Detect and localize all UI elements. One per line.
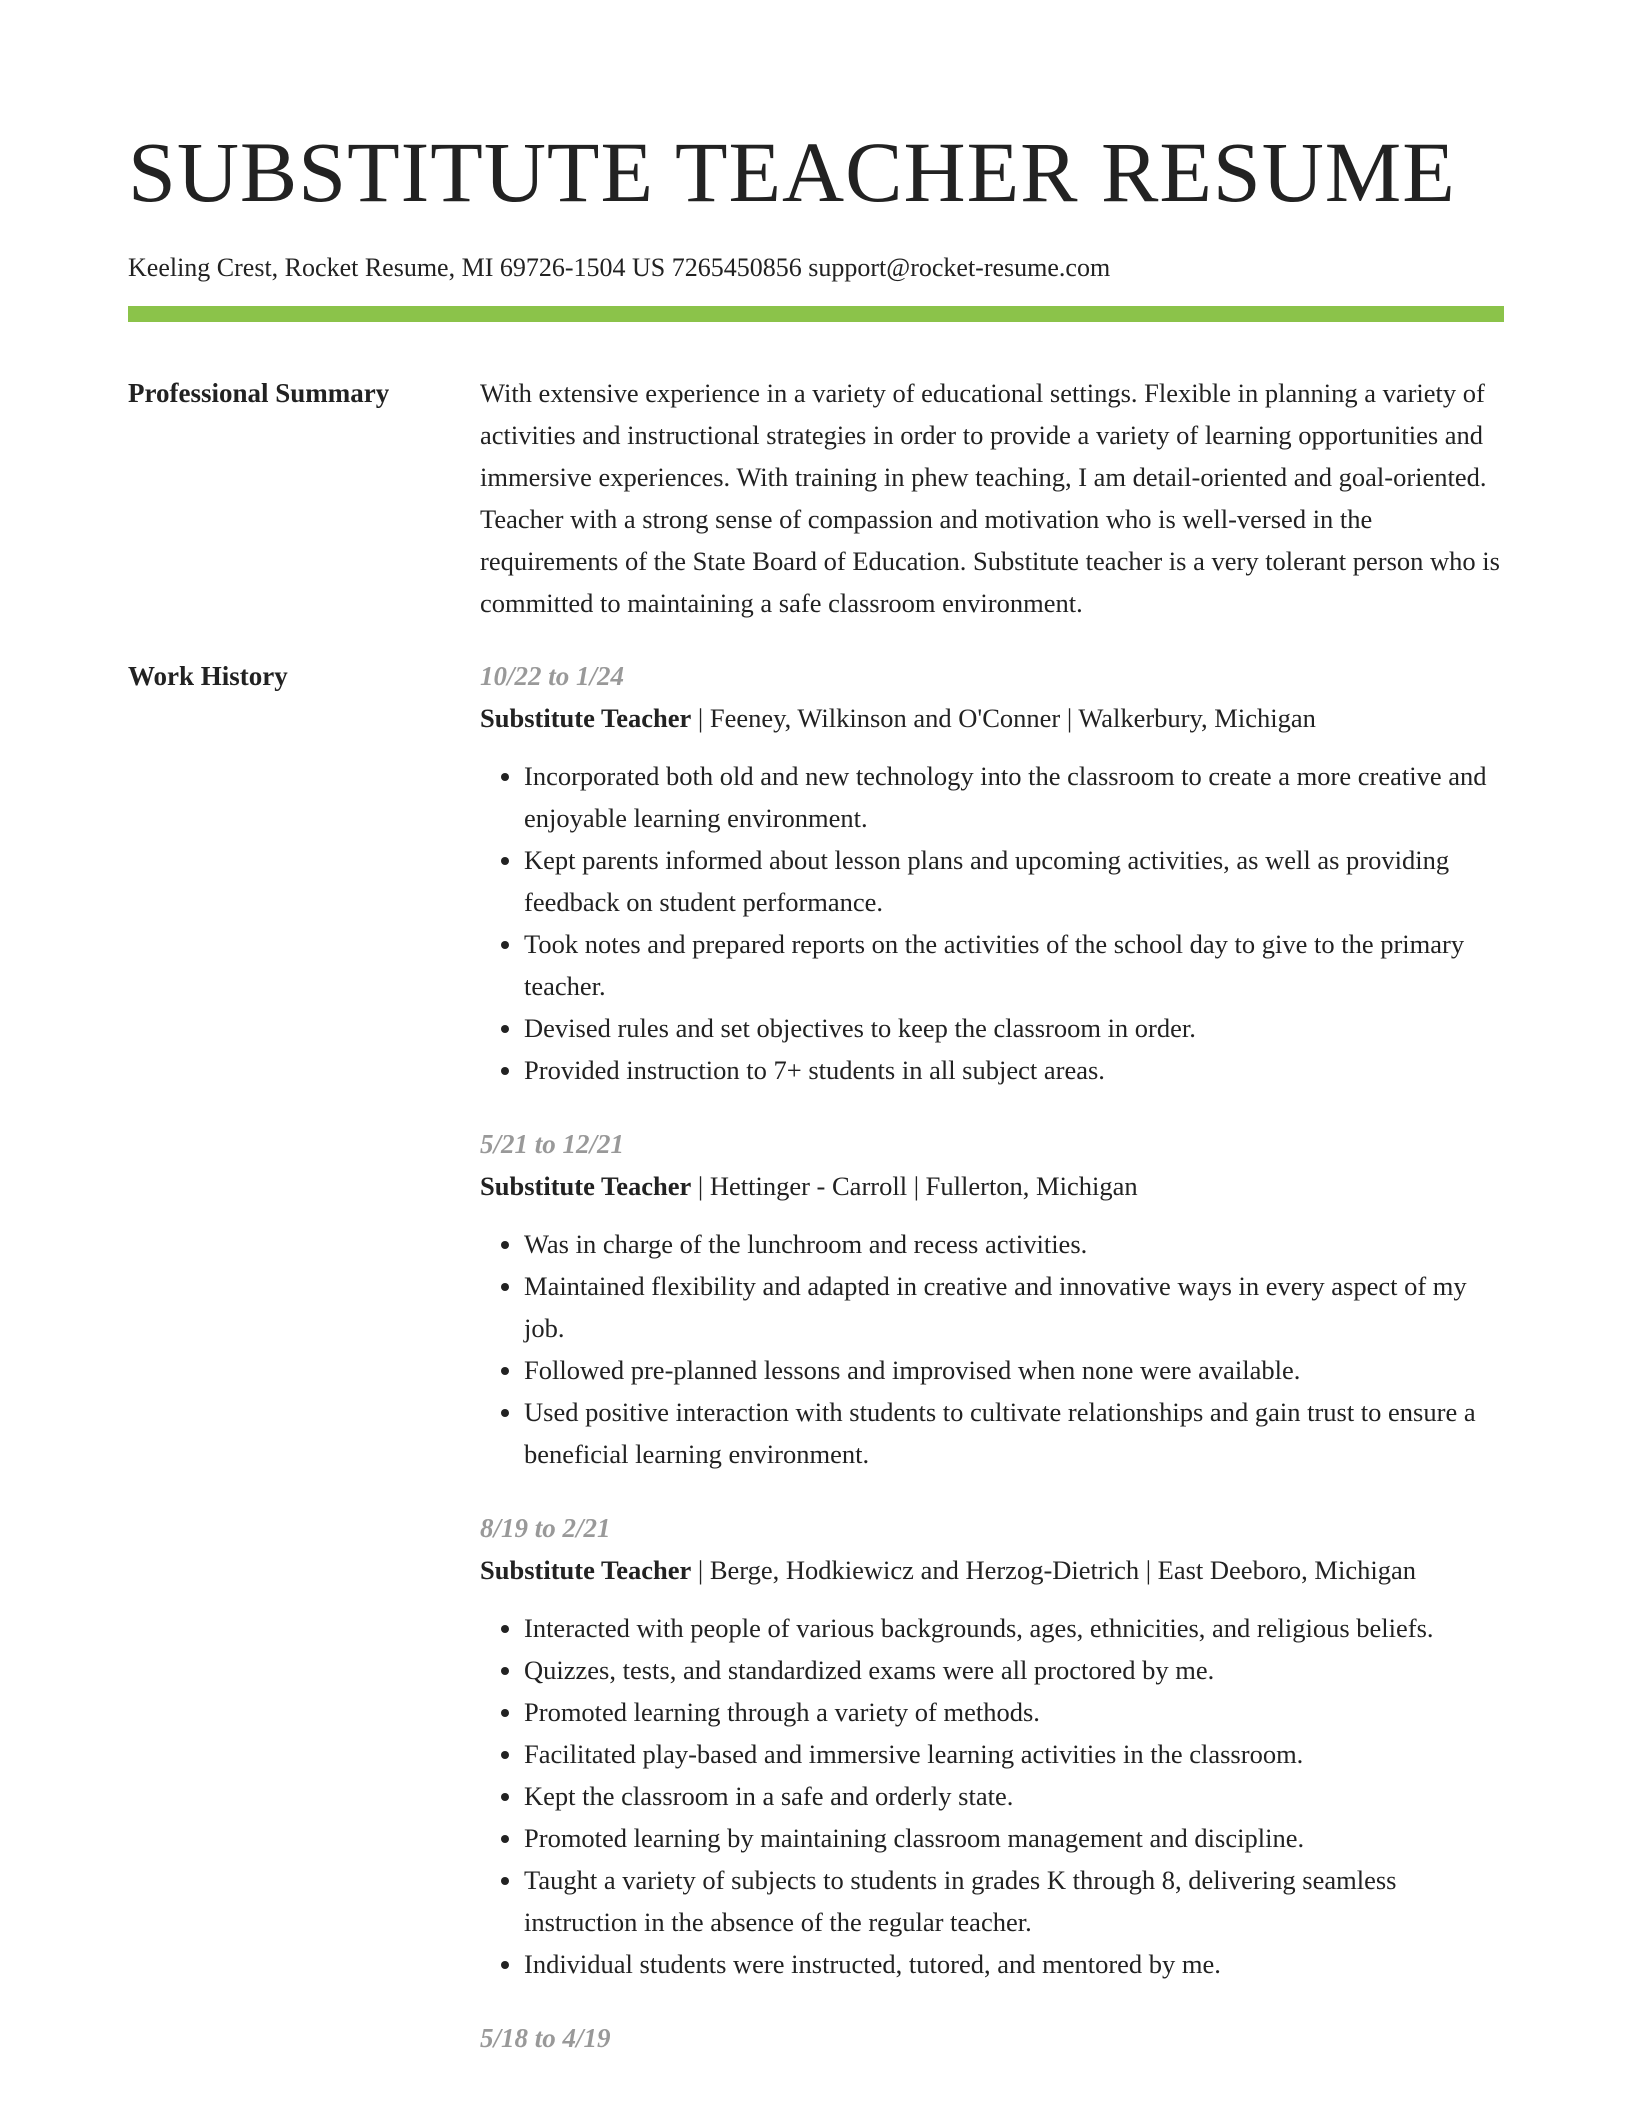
job-bullet: • Kept the classroom in a safe and orderly state. [524,1775,1504,1817]
job-location: | East Deeboro, Michigan [1139,1555,1416,1585]
job-bullet: • Was in charge of the lunchroom and recess activities. [524,1223,1504,1265]
job-company: | Feeney, Wilkinson and O'Conner [691,703,1060,733]
job-company: | Hettinger - Carroll [691,1171,907,1201]
job-bullet: • Provided instruction to 7+ students in all subject areas. [524,1049,1504,1091]
contact-email[interactable]: support@rocket-resume.com [808,253,1111,282]
job-title: Substitute Teacher [480,1171,692,1201]
job-dates: 8/19 to 2/21 [480,1513,611,1543]
job-heading [480,697,1504,739]
job-dates: 5/21 to 12/21 [480,1129,625,1159]
job-bullet: • Promoted learning by maintaining classroom management and discipline. [524,1817,1504,1859]
job-bullet: • Took notes and prepared reports on the activities of the school day to give to the primary teacher. [524,923,1504,1007]
contact-line [128,248,1504,288]
section-label-summary: Professional Summary [128,378,390,408]
job-bullet: • Followed pre-planned lessons and improvised when none were available. [524,1349,1504,1391]
job-entry [480,655,1504,1091]
professional-summary-section [128,372,1504,624]
work-history-section [128,655,1504,2091]
job-location: | Fullerton, Michigan [907,1171,1138,1201]
resume-title: SUBSTITUTE TEACHER RESUME [128,124,1456,220]
job-bullet: • Used positive interaction with students to cultivate relationships and gain trust to ensure a beneficial learning environment. [524,1391,1504,1475]
job-bullet: • Promoted learning through a variety of methods. [524,1691,1504,1733]
job-location: | Walkerbury, Michigan [1060,703,1316,733]
job-bullet-list [480,1223,1504,1475]
job-bullet: • Incorporated both old and new technology into the classroom to create a more creative and enjoyable learning environment. [524,755,1504,839]
section-label-work-history: Work History [128,661,288,691]
job-heading [480,1549,1504,1591]
job-bullet-list [480,755,1504,1091]
contact-phone: 7265450856 [671,253,802,282]
job-bullet-list [480,1607,1504,1985]
job-dates: 10/22 to 1/24 [480,661,625,691]
job-bullet: • Taught a variety of subjects to students in grades K through 8, delivering seamless instruction in the absence of the regular teacher. [524,1859,1504,1943]
job-heading [480,1165,1504,1207]
job-bullet: • Devised rules and set objectives to keep the classroom in order. [524,1007,1504,1049]
summary-text: With extensive experience in a variety of educational settings. Flexible in planning a variety of activities and instructional strategies in order to provide a variety of learning opportunities and immersive experiences. With training in phew teaching, I am detail-oriented and goal-oriented. Teacher with a strong sense of compassion and motivation who is well-versed in the requirements of the State Board of Education. Substitute teacher is a very tolerant person who is committed to maintaining a safe classroom environment. [480,378,1500,618]
contact-address: Keeling Crest, Rocket Resume, MI 69726-1504 US [128,253,666,282]
job-bullet: • Facilitated play-based and immersive learning activities in the classroom. [524,1733,1504,1775]
work-history-list [480,655,1504,2091]
job-title: Substitute Teacher [480,703,692,733]
job-entry [480,1123,1504,1475]
job-title: Substitute Teacher [480,1555,692,1585]
job-bullet: • Kept parents informed about lesson plans and upcoming activities, as well as providing feedback on student performance. [524,839,1504,923]
job-bullet: • Individual students were instructed, tutored, and mentored by me. [524,1943,1504,1985]
accent-divider [128,306,1504,322]
job-bullet: • Maintained flexibility and adapted in creative and innovative ways in every aspect of my job. [524,1265,1504,1349]
job-company: | Berge, Hodkiewicz and Herzog-Dietrich [691,1555,1139,1585]
job-entry [480,1507,1504,1985]
job-dates: 5/18 to 4/19 [480,2023,611,2053]
job-bullet: • Interacted with people of various backgrounds, ages, ethnicities, and religious beliefs. [524,1607,1504,1649]
job-entry [480,2017,1504,2059]
job-bullet: • Quizzes, tests, and standardized exams were all proctored by me. [524,1649,1504,1691]
summary-body [480,372,1504,624]
